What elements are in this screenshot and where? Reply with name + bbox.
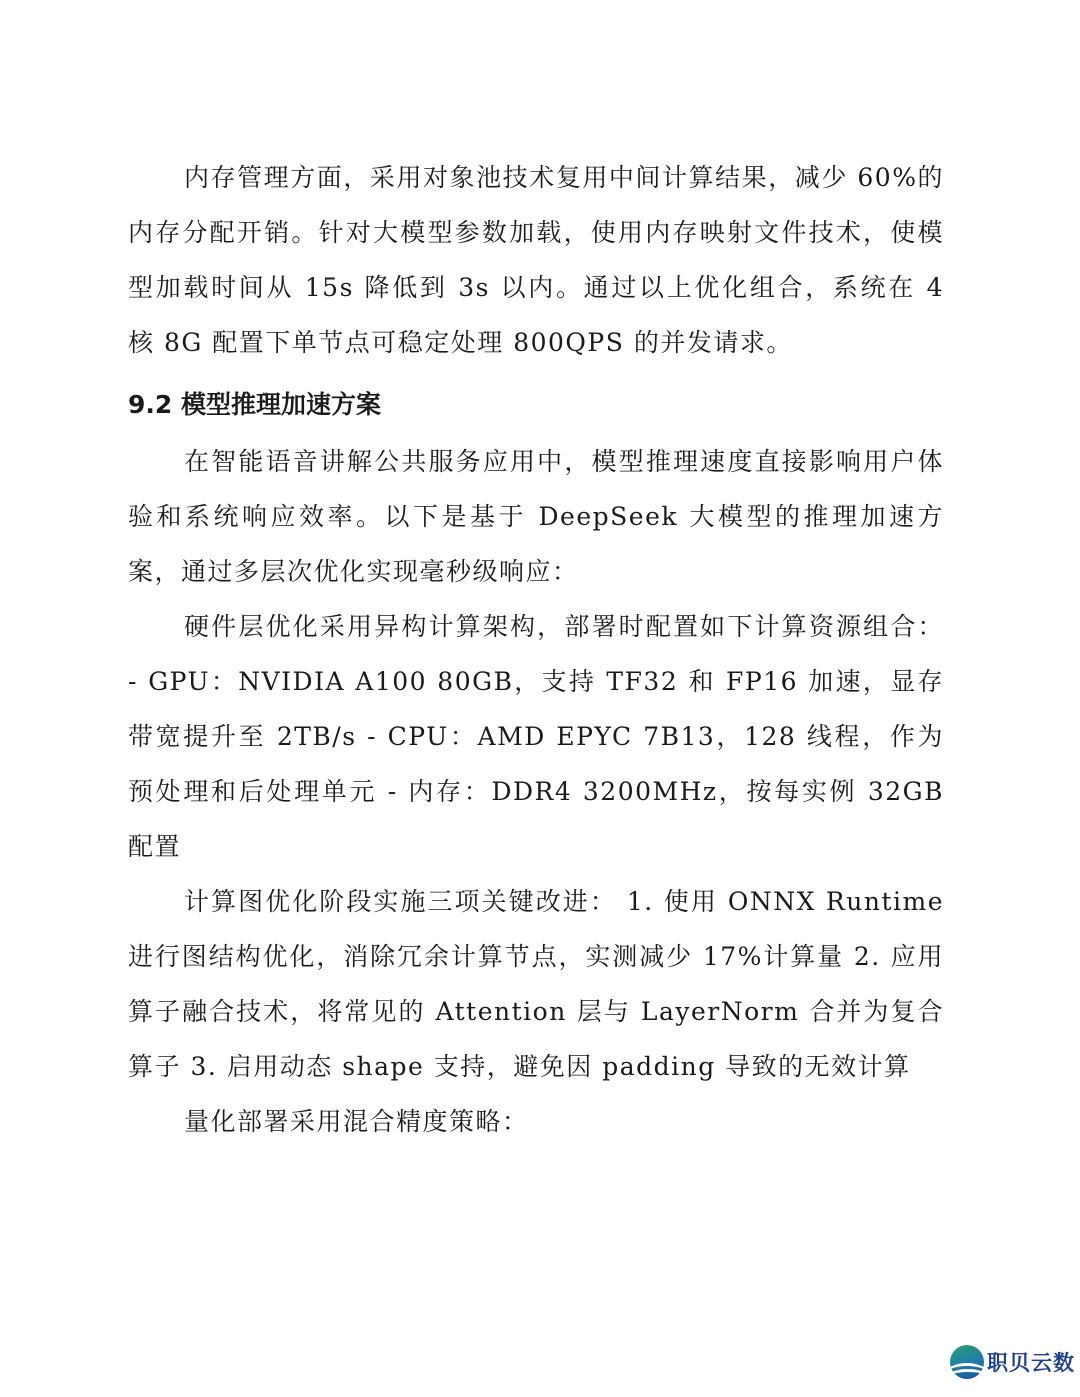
paragraph-hardware-optimization: 硬件层优化采用异构计算架构，部署时配置如下计算资源组合： - GPU：NVIDIA A100 80GB，支持 TF32 和 FP16 加速，显存带宽提升至 2TB/s - CPU：AMD EPYC 7B13，128 线程，作为预处理和后处理单元 - 内存：DDR4 3200MHz，按每实例 32GB 配置 [128,612,944,861]
wave-globe-logo-icon [950,1345,984,1379]
paragraph-intro: 在智能语音讲解公共服务应用中，模型推理速度直接影响用户体验和系统响应效率。以下是基于 DeepSeek 大模型的推理加速方案，通过多层次优化实现毫秒级响应： [128,447,944,586]
section-heading: 9.2 模型推理加速方案 [128,390,381,419]
brand-watermark [950,1345,1075,1379]
brand-text: 职贝云数 [987,1351,1075,1375]
paragraph-graph-optimization: 计算图优化阶段实施三项关键改进： 1. 使用 ONNX Runtime 进行图结构优化，消除冗余计算节点，实测减少 17%计算量 2. 应用算子融合技术，将常见的 Attention 层与 LayerNorm 合并为复合算子 3. 启用动态 shape 支持，避免因 padding 导致的无效计算 [128,887,944,1081]
paragraph-memory-management: 内存管理方面，采用对象池技术复用中间计算结果，减少 60%的内存分配开销。针对大模型参数加载，使用内存映射文件技术，使模型加载时间从 15s 降低到 3s 以内。通过以上优化组合，系统在 4 核 8G 配置下单节点可稳定处理 800QPS 的并发请求。 [128,163,944,357]
document-page [128,150,944,1149]
paragraph-quantization: 量化部署采用混合精度策略： [184,1107,529,1136]
